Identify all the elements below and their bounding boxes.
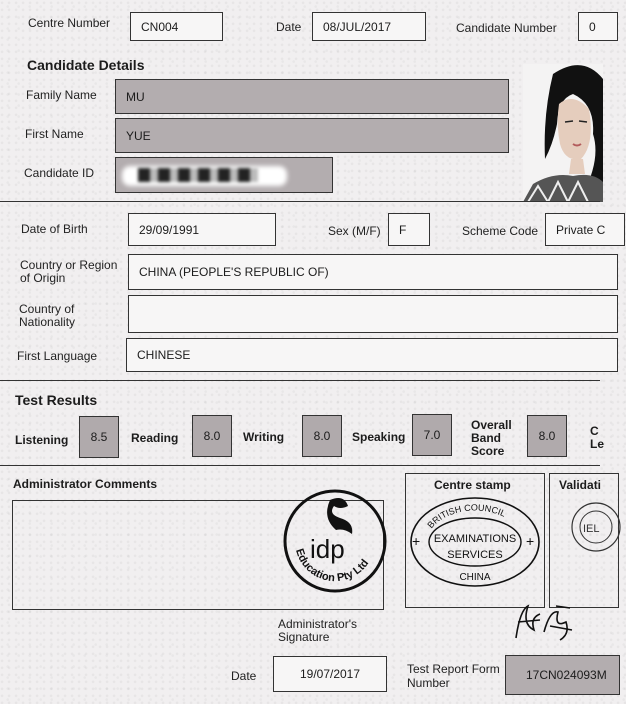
overall-score: 8.0 [527, 415, 567, 457]
nationality-label-1: Country of [19, 302, 75, 316]
bc-top-text: BRITISH COUNCIL [425, 502, 508, 531]
administrator-signature [510, 600, 580, 645]
svg-text:+: + [412, 533, 421, 549]
candidate-id-field [115, 157, 333, 193]
nationality-label-2: Nationality [19, 315, 76, 329]
signature-label-1: Administrator's [278, 617, 357, 631]
divider-candidate [0, 201, 600, 202]
nationality-field [128, 295, 618, 333]
speaking-label: Speaking [352, 430, 406, 444]
validation-label: Validati [559, 478, 602, 492]
first-language-label: First Language [17, 349, 98, 363]
admin-date-field: 19/07/2017 [273, 656, 387, 692]
centre-number-field: CN004 [130, 12, 223, 41]
writing-label: Writing [243, 430, 285, 444]
listening-label: Listening [15, 433, 69, 447]
signature-label-2: Signature [278, 630, 330, 644]
centre-stamp-label: Centre stamp [434, 478, 511, 492]
cefr-label-1: C [590, 424, 599, 438]
idp-ring-text: Education Pty Ltd [292, 547, 372, 585]
header-date-field: 08/JUL/2017 [312, 12, 426, 41]
candidate-photo [523, 64, 603, 202]
trf-number-field: 17CN024093M [505, 655, 620, 695]
test-results-heading: Test Results [15, 392, 98, 408]
family-name-field: MU [115, 79, 509, 114]
overall-label-1: Overall [471, 418, 512, 432]
admin-comments-label: Administrator Comments [13, 477, 158, 491]
first-language-field: CHINESE [126, 338, 618, 372]
listening-score: 8.5 [79, 416, 119, 458]
overall-label-3: Score [471, 444, 505, 458]
centre-number-label: Centre Number [28, 16, 111, 30]
header-date-label: Date [276, 20, 302, 34]
validation-seal-text: IEL [583, 523, 600, 535]
divider-admin [0, 465, 600, 466]
candidate-id-label: Candidate ID [24, 166, 95, 180]
divider-results [0, 380, 600, 381]
country-region-label-2: of Origin [20, 271, 66, 285]
dob-field: 29/09/1991 [128, 213, 276, 246]
trf-label-2: Number [407, 676, 450, 690]
cefr-label-2: Le [590, 437, 605, 451]
svg-text:+: + [526, 533, 535, 549]
country-region-label-1: Country or Region [20, 258, 118, 272]
scheme-code-field: Private C [545, 213, 625, 246]
sex-field: F [388, 213, 430, 246]
sex-label: Sex (M/F) [328, 224, 381, 238]
dob-label: Date of Birth [21, 222, 88, 236]
country-region-field: CHINA (PEOPLE'S REPUBLIC OF) [128, 254, 618, 290]
bc-bottom-text: CHINA [459, 572, 491, 583]
reading-label: Reading [131, 431, 179, 445]
overall-label-2: Band [471, 431, 501, 445]
candidate-number-field: 0 [578, 12, 618, 41]
bc-mid-text-1: EXAMINATIONS [433, 533, 517, 545]
validation-seal [566, 500, 606, 554]
candidate-number-label: Candidate Number [456, 21, 557, 35]
british-council-stamp [408, 496, 542, 588]
speaking-score: 7.0 [412, 414, 452, 456]
writing-score: 8.0 [302, 415, 342, 457]
idp-seal [282, 488, 388, 594]
bc-mid-text-2: SERVICES [447, 549, 503, 561]
first-name-label: First Name [25, 127, 84, 141]
candidate-photo-image [523, 64, 603, 202]
idp-logo-text: idp [310, 534, 345, 564]
admin-date-label: Date [231, 669, 257, 683]
family-name-label: Family Name [26, 88, 97, 102]
trf-label-1: Test Report Form [407, 662, 500, 676]
reading-score: 8.0 [192, 415, 232, 457]
scheme-code-label: Scheme Code [462, 224, 539, 238]
candidate-details-heading: Candidate Details [27, 57, 145, 73]
first-name-field: YUE [115, 118, 509, 153]
